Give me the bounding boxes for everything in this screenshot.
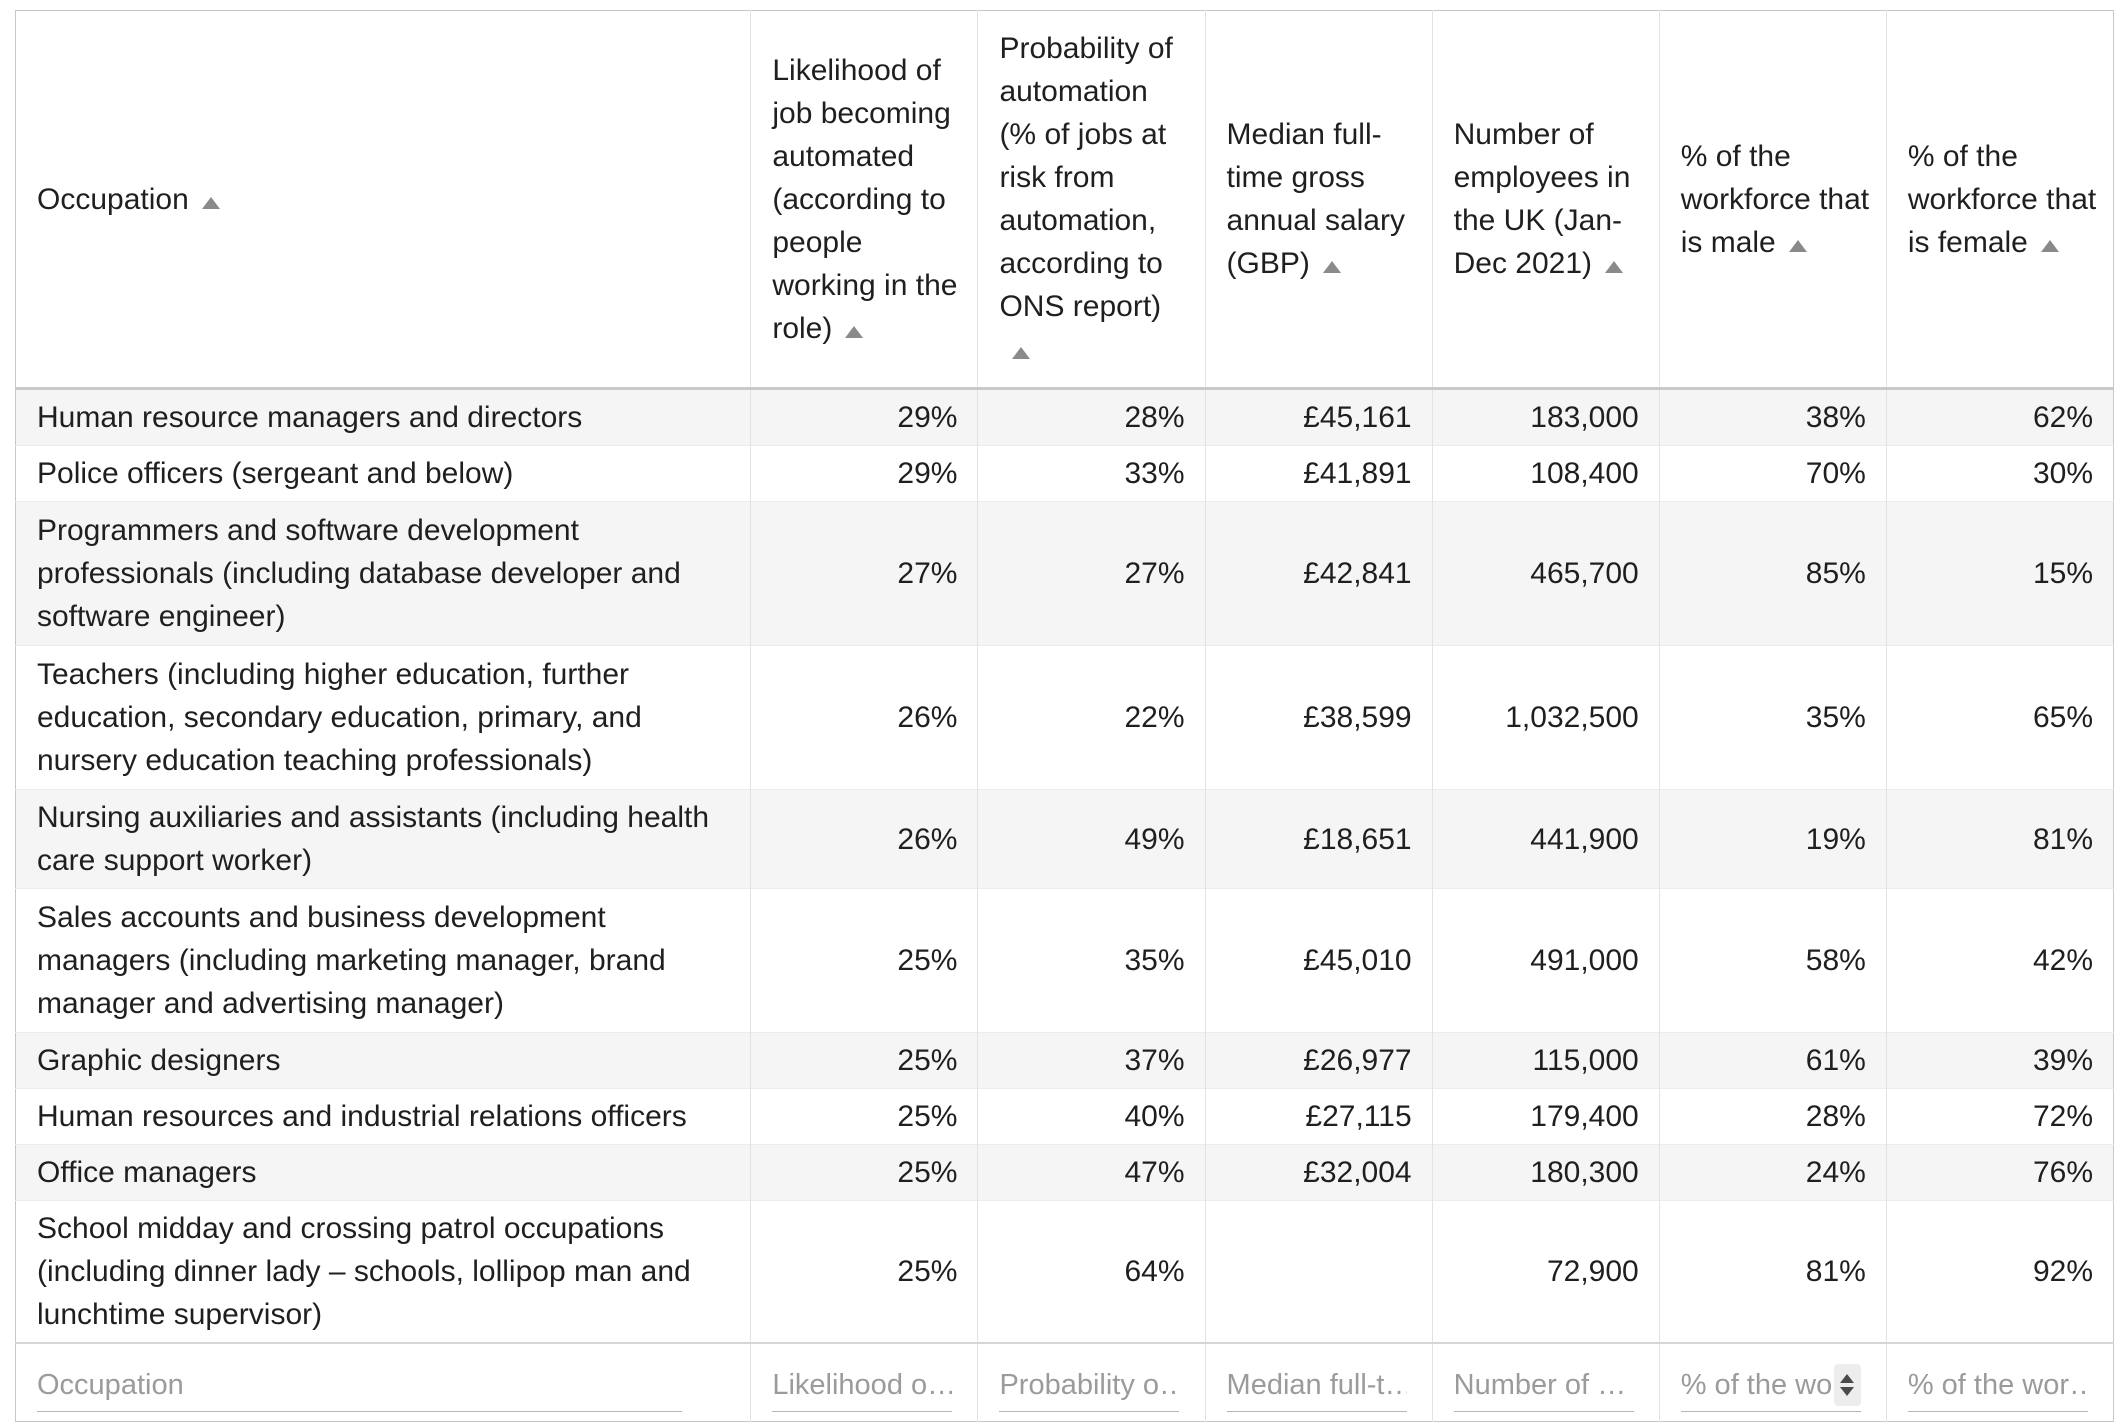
value-cell: 491,000 [1432, 889, 1659, 1033]
filter-input-wrap [37, 1360, 682, 1412]
column-header-label: Number of employees in the UK (Jan-Dec 2021) [1453, 118, 1631, 280]
stepper-down-icon[interactable] [1840, 1387, 1854, 1396]
value-cell: 108,400 [1432, 446, 1659, 502]
table-row [16, 502, 2114, 646]
value-cell: 25% [751, 1089, 978, 1145]
value-cell: 19% [1659, 790, 1886, 889]
value-cell: 35% [1659, 646, 1886, 790]
value-cell: 27% [978, 502, 1205, 646]
filter-cell [1886, 1343, 2113, 1421]
value-cell: 28% [1659, 1089, 1886, 1145]
value-cell: £42,841 [1205, 502, 1432, 646]
value-cell: 25% [751, 889, 978, 1033]
table-row [16, 646, 2114, 790]
column-header-label: Occupation [37, 182, 189, 216]
occupation-cell: School midday and crossing patrol occupations (including dinner lady – schools, lollipop man and lunchtime supervisor) [16, 1201, 751, 1344]
filter-cell [1659, 1343, 1886, 1421]
occupation-cell: Human resources and industrial relations officers [16, 1089, 751, 1145]
value-cell: 65% [1886, 646, 2113, 790]
table-row [16, 889, 2114, 1033]
value-cell: 25% [751, 1145, 978, 1201]
value-cell: 49% [978, 790, 1205, 889]
value-cell: 38% [1659, 389, 1886, 446]
value-cell: 37% [978, 1033, 1205, 1089]
value-cell: 115,000 [1432, 1033, 1659, 1089]
value-cell [1205, 1201, 1432, 1344]
column-header-label: Likelihood of job becoming automated (according to people working in the role) [772, 53, 958, 345]
value-cell: £27,115 [1205, 1089, 1432, 1145]
occupation-cell: Nursing auxiliaries and assistants (including health care support worker) [16, 790, 751, 889]
column-filter-input[interactable] [999, 1363, 1179, 1407]
value-cell: 58% [1659, 889, 1886, 1033]
filter-cell [16, 1343, 751, 1421]
value-cell: 179,400 [1432, 1089, 1659, 1145]
value-cell: 61% [1659, 1033, 1886, 1089]
value-cell: 465,700 [1432, 502, 1659, 646]
value-cell: 27% [751, 502, 978, 646]
column-filter-input[interactable] [1908, 1363, 2088, 1407]
sort-ascending-icon[interactable] [1012, 347, 1030, 359]
filter-cell [1205, 1343, 1432, 1421]
value-cell: 81% [1659, 1201, 1886, 1344]
value-cell: £41,891 [1205, 446, 1432, 502]
value-cell: 26% [751, 646, 978, 790]
sort-ascending-icon[interactable] [1605, 261, 1623, 273]
sort-ascending-icon[interactable] [1323, 261, 1341, 273]
value-cell: 26% [751, 790, 978, 889]
value-cell: 40% [978, 1089, 1205, 1145]
column-header[interactable] [1886, 11, 2113, 389]
value-cell: 72,900 [1432, 1201, 1659, 1344]
table-row [16, 1089, 2114, 1145]
occupation-cell: Human resource managers and directors [16, 389, 751, 446]
occupation-cell: Teachers (including higher education, further education, secondary education, primary, and nursery education teaching professionals) [16, 646, 751, 790]
column-header[interactable] [16, 11, 751, 389]
value-cell: 85% [1659, 502, 1886, 646]
value-cell: 25% [751, 1033, 978, 1089]
filter-input-wrap [1681, 1360, 1861, 1412]
column-filter-input[interactable] [772, 1363, 952, 1407]
occupation-cell: Sales accounts and business development managers (including marketing manager, brand manager and advertising manager) [16, 889, 751, 1033]
value-cell: 183,000 [1432, 389, 1659, 446]
value-cell: 81% [1886, 790, 2113, 889]
table-row [16, 1033, 2114, 1089]
value-cell: 30% [1886, 446, 2113, 502]
value-cell: £38,599 [1205, 646, 1432, 790]
filter-input-wrap [1227, 1360, 1407, 1412]
value-cell: 180,300 [1432, 1145, 1659, 1201]
filter-row [16, 1343, 2114, 1421]
table-row [16, 389, 2114, 446]
value-cell: £26,977 [1205, 1033, 1432, 1089]
value-cell: 72% [1886, 1089, 2113, 1145]
value-cell: 64% [978, 1201, 1205, 1344]
occupation-cell: Programmers and software development professionals (including database developer and software engineer) [16, 502, 751, 646]
value-cell: £18,651 [1205, 790, 1432, 889]
value-cell: 29% [751, 389, 978, 446]
value-cell: 35% [978, 889, 1205, 1033]
filter-input-wrap [1454, 1360, 1634, 1412]
value-cell: £45,010 [1205, 889, 1432, 1033]
value-cell: 441,900 [1432, 790, 1659, 889]
value-cell: 76% [1886, 1145, 2113, 1201]
value-cell: £32,004 [1205, 1145, 1432, 1201]
column-header[interactable] [978, 11, 1205, 389]
value-cell: 28% [978, 389, 1205, 446]
filter-input-wrap [772, 1360, 952, 1412]
column-filter-input[interactable] [1681, 1363, 1834, 1407]
occupation-cell: Graphic designers [16, 1033, 751, 1089]
sort-ascending-icon[interactable] [845, 326, 863, 338]
filter-input-wrap [999, 1360, 1179, 1412]
value-cell: 22% [978, 646, 1205, 790]
value-cell: 15% [1886, 502, 2113, 646]
column-header-label: Probability of automation (% of jobs at risk from automation, according to ONS report) [999, 32, 1173, 323]
header-row [16, 11, 2114, 389]
number-stepper[interactable] [1834, 1364, 1861, 1406]
table-row [16, 446, 2114, 502]
table-header [16, 11, 2114, 389]
column-header[interactable] [1205, 11, 1432, 389]
sort-ascending-icon[interactable] [1789, 240, 1807, 252]
occupations-table-container [15, 10, 2114, 1422]
column-header-label: Median full-time gross annual salary (GBP) [1226, 118, 1405, 280]
table-row [16, 1201, 2114, 1344]
filter-cell [1432, 1343, 1659, 1421]
sort-ascending-icon[interactable] [202, 197, 220, 209]
column-header[interactable] [751, 11, 978, 389]
value-cell: 70% [1659, 446, 1886, 502]
value-cell: 24% [1659, 1145, 1886, 1201]
value-cell: 92% [1886, 1201, 2113, 1344]
value-cell: 29% [751, 446, 978, 502]
filter-cell [978, 1343, 1205, 1421]
value-cell: 39% [1886, 1033, 2113, 1089]
value-cell: 47% [978, 1145, 1205, 1201]
table-row [16, 1145, 2114, 1201]
occupation-cell: Office managers [16, 1145, 751, 1201]
filter-cell [751, 1343, 978, 1421]
occupations-table [15, 10, 2114, 1422]
column-filter-input[interactable] [1227, 1363, 1407, 1407]
value-cell: 1,032,500 [1432, 646, 1659, 790]
column-header-label: % of the workforce that is male [1680, 139, 1870, 259]
value-cell: 62% [1886, 389, 2113, 446]
table-row [16, 790, 2114, 889]
sort-ascending-icon[interactable] [2041, 240, 2059, 252]
column-header-label: % of the workforce that is female [1907, 139, 2097, 259]
table-body [16, 389, 2114, 1344]
column-header[interactable] [1432, 11, 1659, 389]
column-filter-input[interactable] [1454, 1363, 1634, 1407]
value-cell: £45,161 [1205, 389, 1432, 446]
column-header[interactable] [1659, 11, 1886, 389]
value-cell: 25% [751, 1201, 978, 1344]
value-cell: 33% [978, 446, 1205, 502]
stepper-up-icon[interactable] [1840, 1374, 1854, 1383]
column-filter-input[interactable] [37, 1363, 682, 1407]
occupation-cell: Police officers (sergeant and below) [16, 446, 751, 502]
filter-input-wrap [1908, 1360, 2088, 1412]
table-filter-footer [16, 1343, 2114, 1421]
value-cell: 42% [1886, 889, 2113, 1033]
